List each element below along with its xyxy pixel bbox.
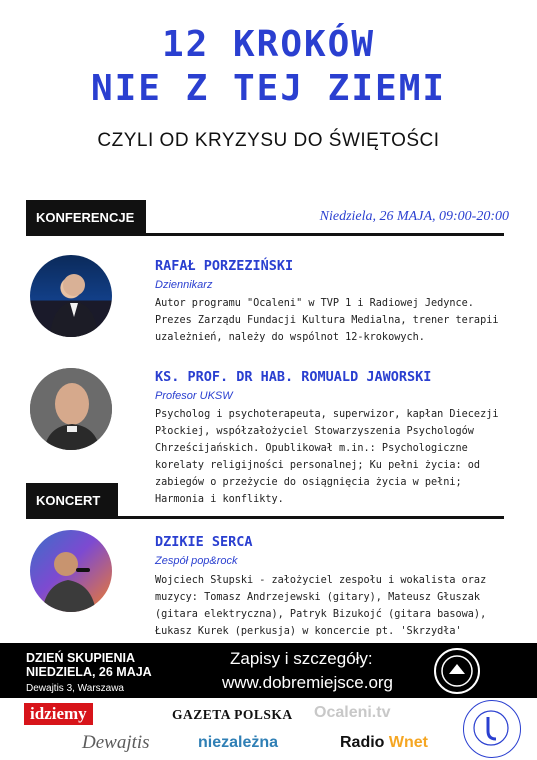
section-divider [26,516,504,519]
band-photo-dzikie-serca [30,530,112,612]
niezalezna-logo: niezależna [198,734,279,751]
idziemy-logo: idziemy [24,703,93,725]
band-desc: Wojciech Słupski - założyciel zespołu i wokalista oraz muzycy: Tomasz Andrzejewski (gitary), Mateusz Głuszak (gitara elektryczna), Patryk Bizukojć (gitara basowa), Łukasz Kurek (perkusja) w koncercie pt. 'Skrzydła' [155,575,487,637]
person-silhouette-icon [30,368,112,450]
footer-event-name: DZIEŃ SKUPIENIA [26,651,136,665]
radio-wnet-logo [340,734,428,752]
footer-signup-label: Zapisy i szczegóły: [230,649,373,668]
speaker-photo-porezinski [30,255,112,337]
band-role: Zespół pop&rock [155,555,238,567]
footer-event-date: NIEDZIELA, 26 MAJA [26,665,152,679]
dobre-miejsce-logo-icon [434,648,480,694]
speaker-role-1: Dziennikarz [155,279,213,291]
speaker-name-2: KS. PROF. DR HAB. ROMUALD JAWORSKI [155,369,432,385]
gazeta-polska-logo: GAZETA POLSKA [172,707,293,722]
radio-word: Radio [340,734,385,751]
speaker-photo-jaworski [30,368,112,450]
ocaleni-tv-logo: Ocaleni.tv [314,704,391,721]
band-name: DZIKIE SERCA [155,534,253,550]
conference-date: Niedziela, 26 MAJA, 09:00-20:00 [319,209,509,224]
subtitle: CZYLI OD KRYZYSU DO ŚWIĘTOŚCI [97,130,440,151]
title-line-2: NIE Z TEJ ZIEMI [90,68,447,109]
speaker-desc-2: Psycholog i psychoterapeuta, superwizor, kapłan Diecezji Płockiej, współzałożyciel Stowarzyszenia Psychologów Chrześcijańskich. Opublikował m.in.: Psychologiczne korelaty religijności personalnej; Ku pełni życia: od zabiegów o przeżycie do osiągnięcia życia w pełni; Harmonia i konflikty. [155,409,499,505]
section-divider [26,233,504,236]
title-line-1: 12 KROKÓW [161,24,376,65]
footer-bar [0,643,537,698]
wnet-word: Wnet [388,734,429,751]
cross-figure-icon [464,701,519,756]
wspolnota-jakuba-emblem [463,700,521,758]
section-label-conference: KONFERENCJE [26,200,146,236]
footer-address: Dewajtis 3, Warszawa [26,683,124,694]
singer-silhouette-icon [30,530,112,612]
speaker-role-2: Profesor UKSW [155,390,233,402]
speaker-name-1: RAFAŁ PORZEZIŃSKI [155,258,294,274]
speaker-desc-1: Autor programu "Ocaleni" w TVP 1 i Radiowej Jedynce. Prezes Zarządu Fundacji Kultura Medialna, trener terapii uzależnień, należy do wspólnot 12-krokowych. [155,298,499,343]
dewajtis-logo: Dewajtis [82,732,150,753]
footer-url-link[interactable]: www.dobremiejsce.org [222,673,394,692]
person-silhouette-icon [30,255,112,337]
section-label-concert: KONCERT [26,483,118,519]
